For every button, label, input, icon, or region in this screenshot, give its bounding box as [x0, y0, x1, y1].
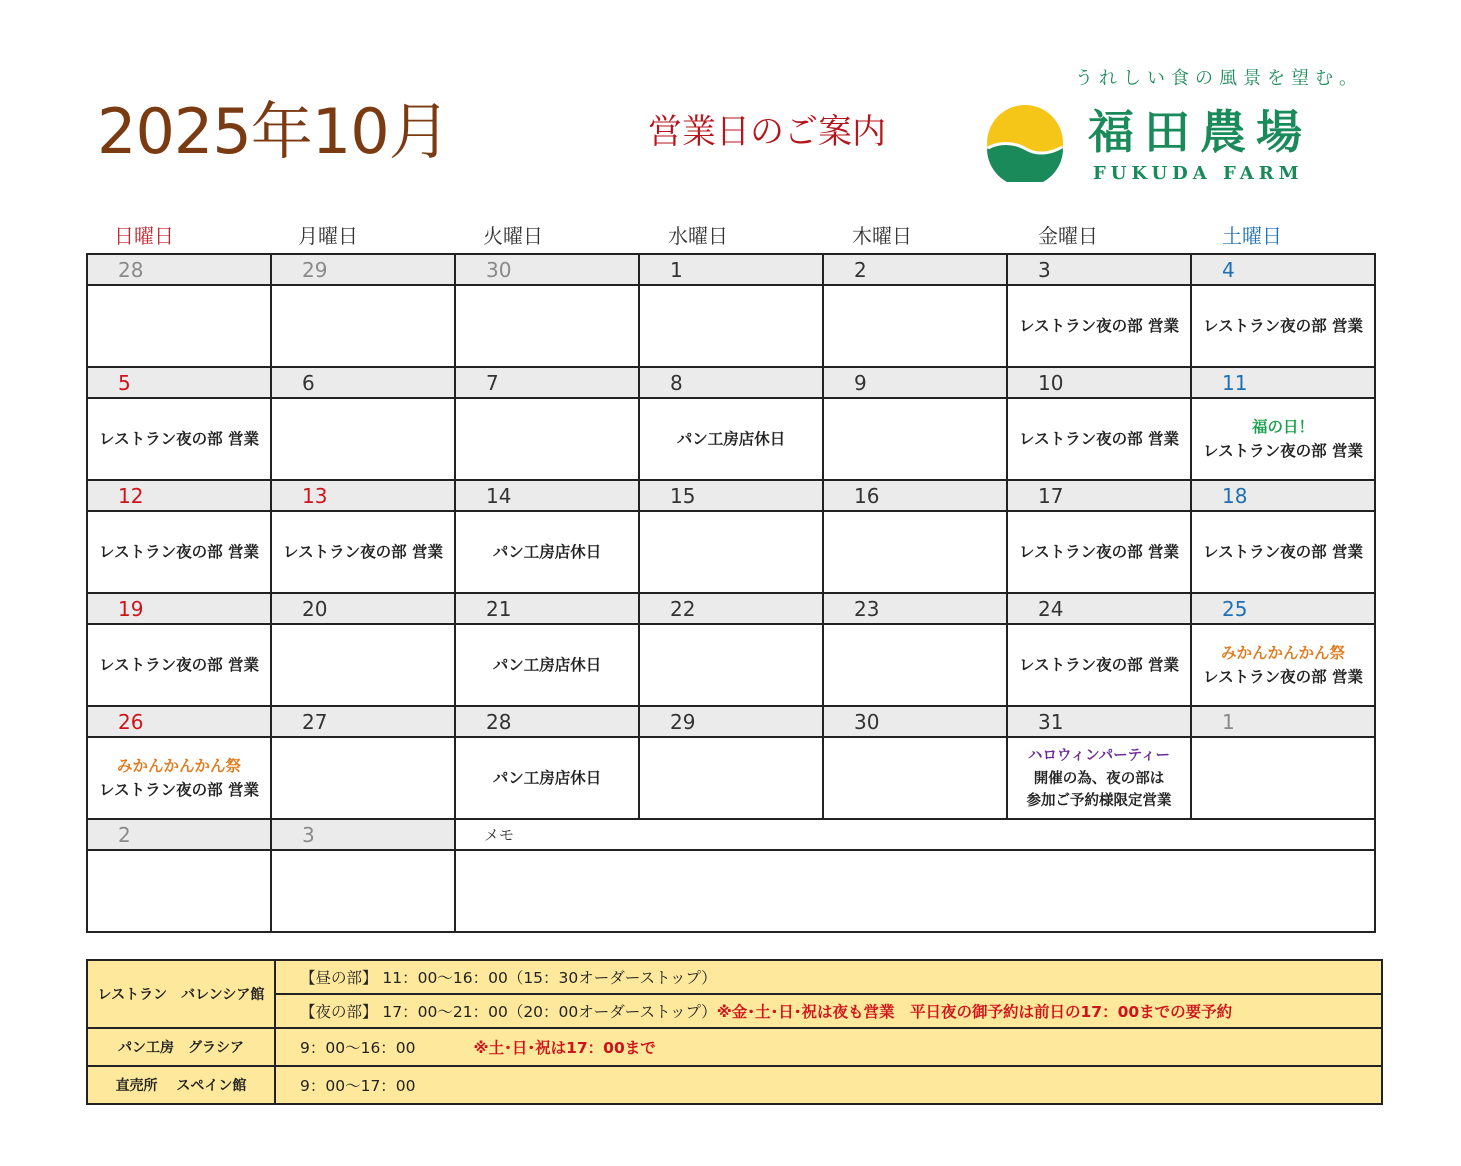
day-event: レストラン夜の部 営業	[1203, 442, 1363, 460]
day-number: 21	[455, 593, 639, 624]
day-event	[823, 737, 1007, 819]
memo-label: メモ	[455, 819, 1375, 850]
page-title: 2025年10月	[97, 95, 450, 168]
dow-saturday: 土曜日	[1222, 224, 1282, 248]
day-number: 31	[1007, 706, 1191, 737]
day-event	[823, 398, 1007, 480]
day-event	[1191, 737, 1375, 819]
hours-note: ※土･日･祝は17：00まで	[473, 1039, 656, 1057]
week-5-dates	[87, 706, 1375, 737]
page-subtitle: 営業日のご案内	[648, 112, 886, 152]
day-event: レストラン夜の部 営業	[1007, 398, 1191, 480]
week-6-events	[87, 850, 1375, 932]
day-number: 16	[823, 480, 1007, 511]
day-event: レストラン夜の部 営業	[87, 398, 271, 480]
day-number: 12	[87, 480, 271, 511]
hours-text: 9：00～16：00	[300, 1039, 416, 1057]
day-number: 28	[455, 706, 639, 737]
dow-monday: 月曜日	[298, 224, 358, 248]
day-event: レストラン夜の部 営業	[87, 624, 271, 706]
week-5-events	[87, 737, 1375, 819]
day-number: 14	[455, 480, 639, 511]
day-event	[271, 850, 455, 932]
day-event: みかんかんかん祭	[1220, 644, 1345, 662]
day-event: 参加ご予約様限定営業	[1026, 793, 1172, 809]
hours-label-shop: 直売所 スペイン館	[87, 1066, 275, 1104]
day-event: パン工房店休日	[455, 737, 639, 819]
day-number: 22	[639, 593, 823, 624]
hours-row-restaurant-dinner	[87, 994, 1382, 1028]
dow-thursday: 木曜日	[852, 224, 912, 248]
day-event: レストラン夜の部 営業	[271, 511, 455, 593]
day-event	[271, 624, 455, 706]
hours-value	[275, 960, 1382, 994]
business-hours-table	[86, 959, 1383, 1105]
day-number: 25	[1191, 593, 1375, 624]
day-number: 28	[87, 254, 271, 285]
hours-row-restaurant-lunch	[87, 960, 1382, 994]
hours-row-bakery	[87, 1028, 1382, 1066]
day-number: 3	[1007, 254, 1191, 285]
day-event	[639, 737, 823, 819]
day-event	[87, 285, 271, 367]
day-event: みかんかんかん祭	[116, 757, 241, 775]
day-number: 2	[823, 254, 1007, 285]
day-number: 17	[1007, 480, 1191, 511]
day-number: 1	[639, 254, 823, 285]
day-number: 27	[271, 706, 455, 737]
hours-label-restaurant: レストラン バレンシア館	[87, 960, 275, 1028]
day-number: 1	[1191, 706, 1375, 737]
day-event	[271, 737, 455, 819]
day-event	[271, 398, 455, 480]
day-number: 20	[271, 593, 455, 624]
day-number: 30	[455, 254, 639, 285]
dow-wednesday: 水曜日	[668, 224, 728, 248]
day-event-cell	[87, 737, 271, 819]
day-number: 3	[271, 819, 455, 850]
day-number: 24	[1007, 593, 1191, 624]
sun-logo-icon	[986, 104, 1064, 182]
day-number: 4	[1191, 254, 1375, 285]
week-6-dates	[87, 819, 1375, 850]
day-number: 19	[87, 593, 271, 624]
day-number: 26	[87, 706, 271, 737]
day-event-cell	[1007, 737, 1191, 819]
hours-row-shop	[87, 1066, 1382, 1104]
day-event-cell	[1191, 398, 1375, 480]
hours-value	[275, 1066, 1382, 1104]
hours-text: 9：00～17：00	[300, 1077, 416, 1095]
day-event: パン工房店休日	[455, 511, 639, 593]
day-event: レストラン夜の部 営業	[87, 511, 271, 593]
week-2-events	[87, 398, 1375, 480]
week-2-dates	[87, 367, 1375, 398]
day-number: 10	[1007, 367, 1191, 398]
day-event	[271, 285, 455, 367]
day-number: 29	[271, 254, 455, 285]
day-number: 6	[271, 367, 455, 398]
memo-area[interactable]	[455, 850, 1375, 932]
day-number: 7	[455, 367, 639, 398]
week-1-events	[87, 285, 1375, 367]
day-event	[639, 511, 823, 593]
day-event	[639, 624, 823, 706]
hours-text: 【夜の部】 17：00～21：00（20：00オーダーストップ）	[300, 1003, 717, 1021]
day-number: 18	[1191, 480, 1375, 511]
day-number: 15	[639, 480, 823, 511]
day-number: 30	[823, 706, 1007, 737]
dow-sunday: 日曜日	[114, 224, 174, 248]
hours-value	[275, 994, 1382, 1028]
hours-note: ※金･土･日･祝は夜も営業 平日夜の御予約は前日の17：00までの要予約	[716, 1003, 1233, 1021]
day-event: レストラン夜の部 営業	[1007, 511, 1191, 593]
hours-label-bakery: パン工房 グラシア	[87, 1028, 275, 1066]
day-event: レストラン夜の部 営業	[99, 781, 259, 799]
day-event: レストラン夜の部 営業	[1191, 511, 1375, 593]
day-number: 11	[1191, 367, 1375, 398]
day-event: 開催の為、夜の部は	[1033, 771, 1165, 787]
day-number: 23	[823, 593, 1007, 624]
day-event	[823, 624, 1007, 706]
hours-value	[275, 1028, 1382, 1066]
day-event	[455, 285, 639, 367]
week-3-events	[87, 511, 1375, 593]
day-event: 福の日！	[1251, 418, 1314, 436]
day-number: 5	[87, 367, 271, 398]
day-event: パン工房店休日	[455, 624, 639, 706]
day-event	[639, 285, 823, 367]
day-number: 8	[639, 367, 823, 398]
day-number: 9	[823, 367, 1007, 398]
calendar-grid	[86, 253, 1376, 933]
day-event: レストラン夜の部 営業	[1007, 285, 1191, 367]
day-number: 13	[271, 480, 455, 511]
day-event	[823, 285, 1007, 367]
day-event	[455, 398, 639, 480]
day-event: パン工房店休日	[639, 398, 823, 480]
brand-name-en: FUKUDA FARM	[1093, 163, 1304, 184]
brand-tagline: うれしい食の風景を望む。	[1075, 68, 1363, 89]
week-1-dates	[87, 254, 1375, 285]
day-event: レストラン夜の部 営業	[1191, 285, 1375, 367]
day-number: 2	[87, 819, 271, 850]
day-event-cell	[1191, 624, 1375, 706]
week-3-dates	[87, 480, 1375, 511]
day-event: ハロウィンパーティー	[1028, 748, 1170, 764]
day-event: レストラン夜の部 営業	[1203, 668, 1363, 686]
day-event	[87, 850, 271, 932]
dow-tuesday: 火曜日	[483, 224, 543, 248]
day-event	[823, 511, 1007, 593]
dow-friday: 金曜日	[1038, 224, 1098, 248]
week-4-dates	[87, 593, 1375, 624]
hours-text: 【昼の部】 11：00～16：00（15：30オーダーストップ）	[300, 969, 717, 987]
day-event: レストラン夜の部 営業	[1007, 624, 1191, 706]
brand-name: 福田農場	[1088, 105, 1312, 159]
week-4-events	[87, 624, 1375, 706]
day-number: 29	[639, 706, 823, 737]
